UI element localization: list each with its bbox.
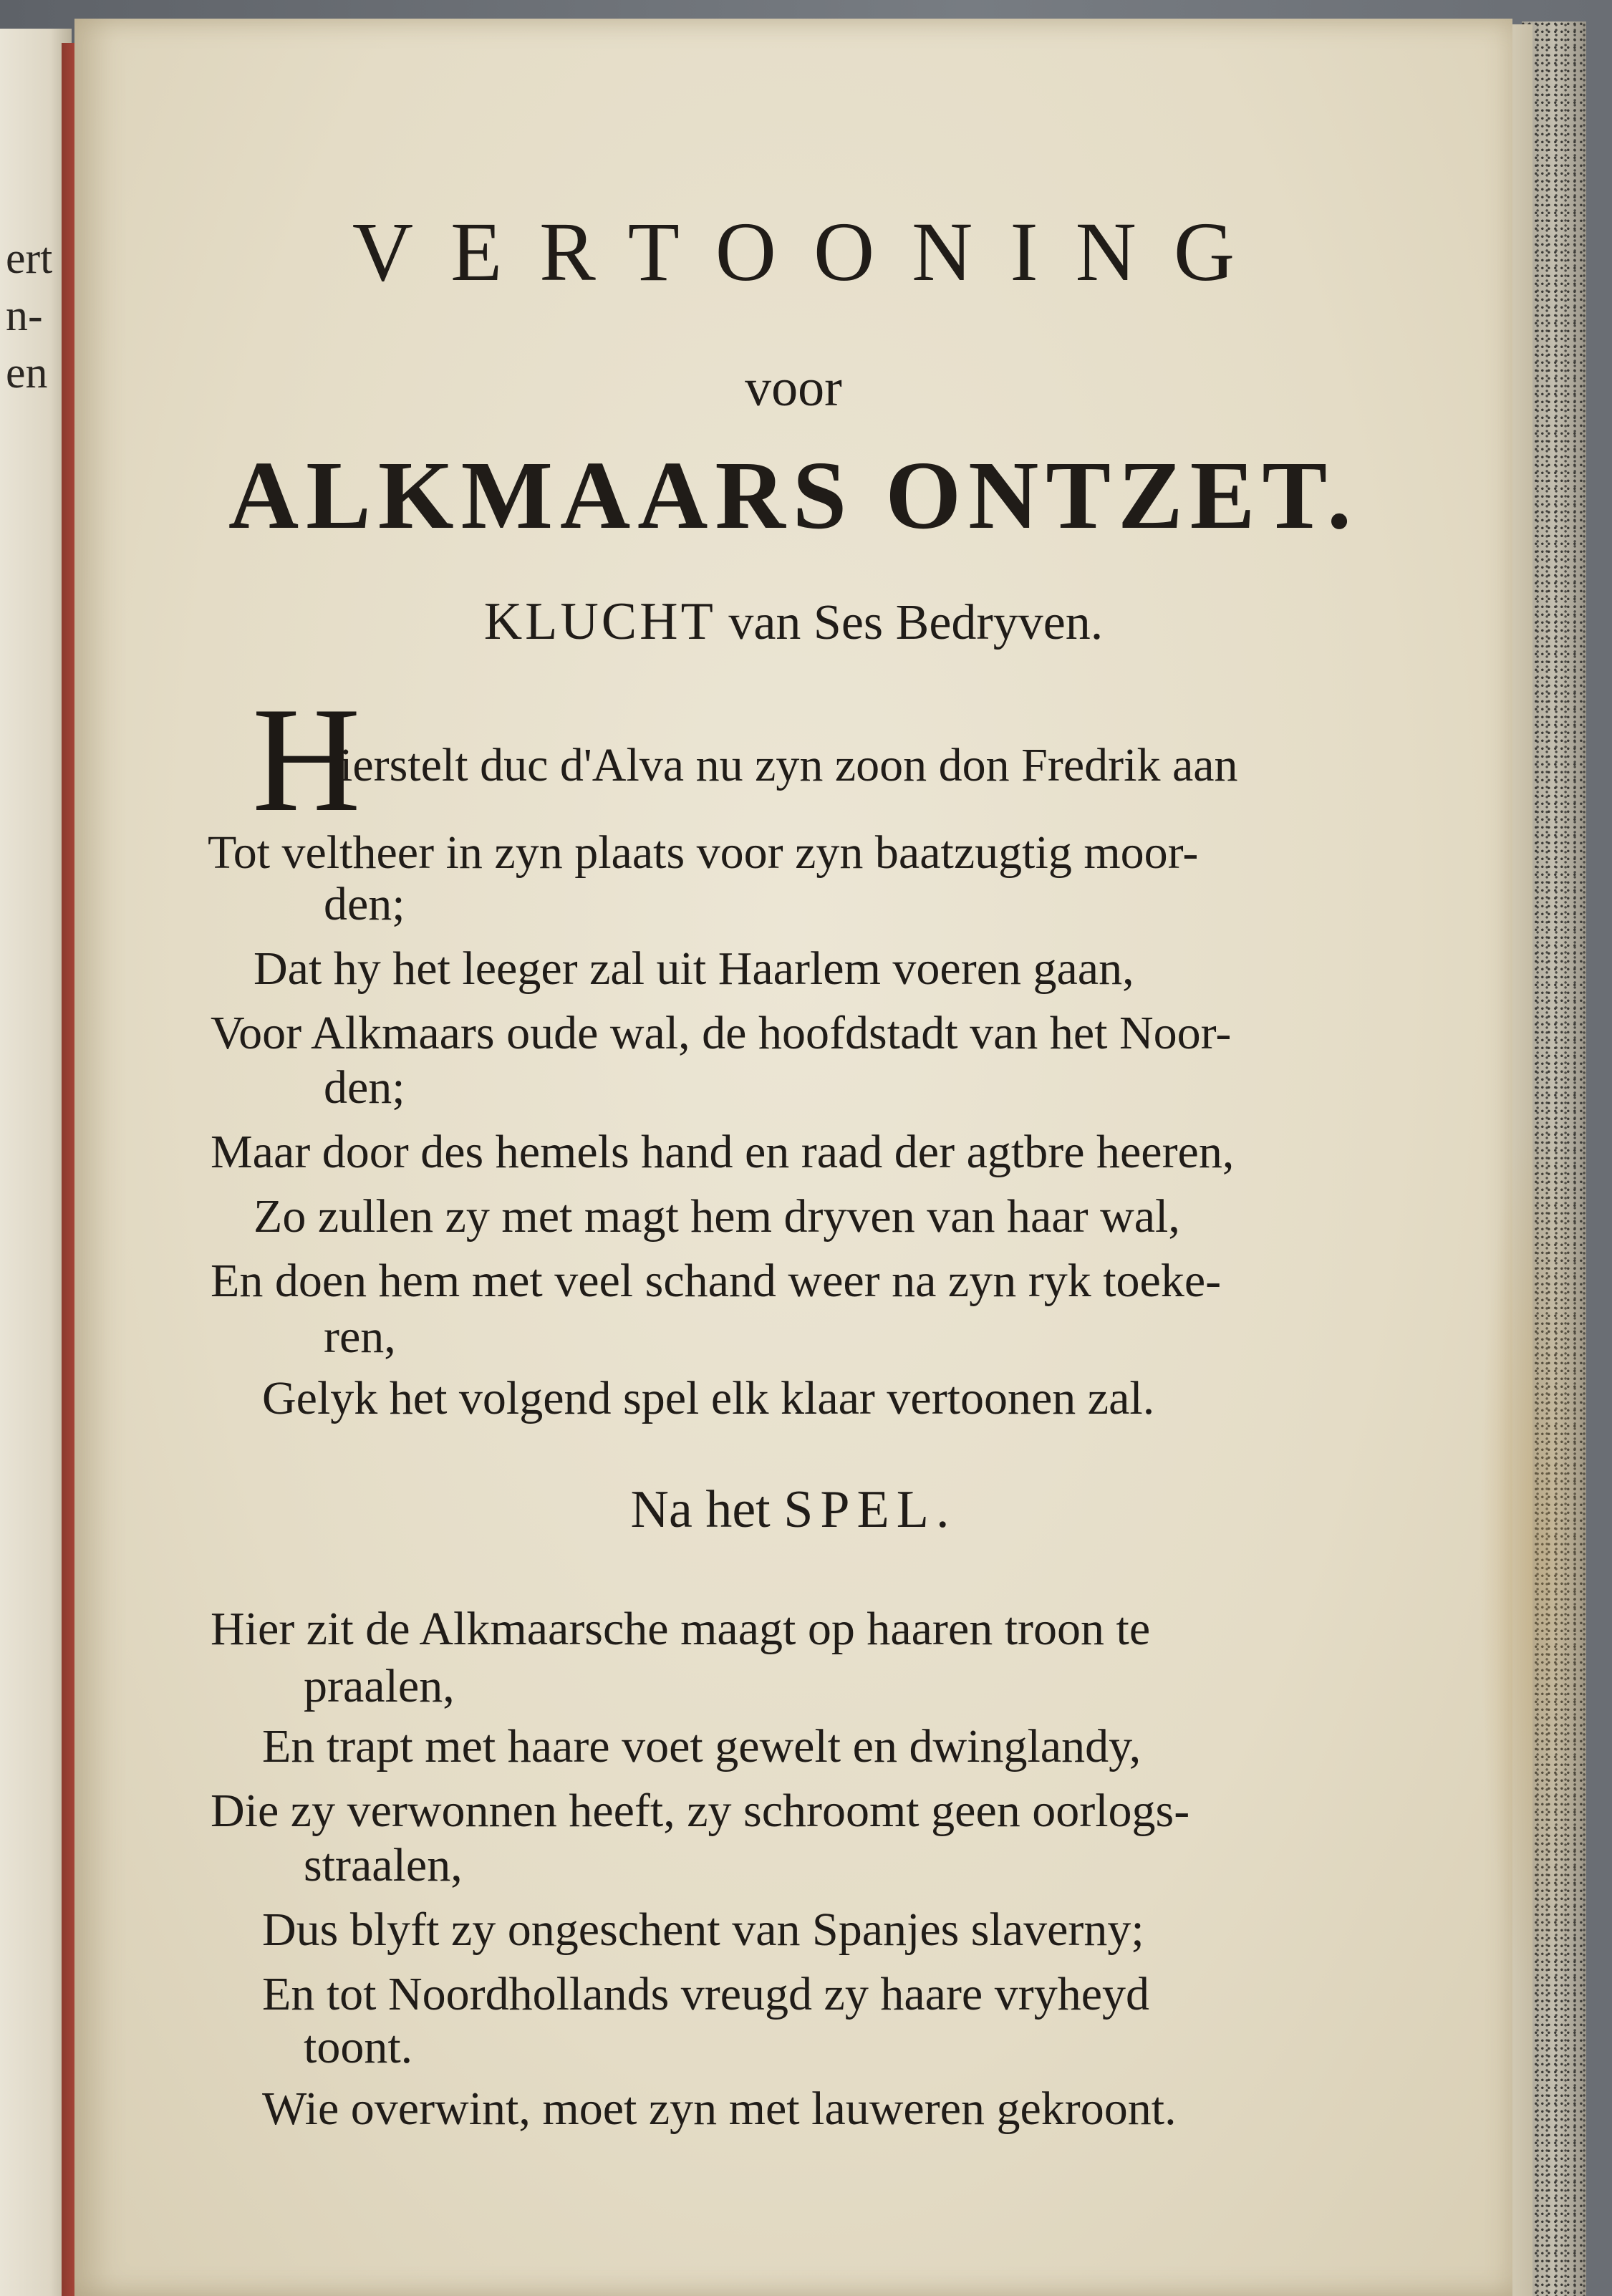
verse-line: Hier zit de Alkmaarsche maagt op haaren troon te (211, 1603, 1151, 1655)
verse-line: Zo zullen zy met magt hem dryven van haar wal, (254, 1190, 1180, 1243)
verse-line: Voor Alkmaars oude wal, de hoofdstadt van het Noor- (211, 1007, 1232, 1059)
verse-line: Dat hy het leeger zal uit Haarlem voeren gaan, (254, 942, 1134, 995)
verse-line: Gelyk het volgend spel elk klaar vertoonen zal. (262, 1372, 1155, 1424)
verse-line: En trapt met haare voet gewelt en dwinglandy, (262, 1720, 1142, 1772)
title-connector: voor (745, 359, 842, 418)
verse-line: straalen, (304, 1839, 463, 1891)
verse-line: Die zy verwonnen heeft, zy schroomt geen oorlogs- (211, 1785, 1190, 1837)
verse-line: praalen, (304, 1660, 455, 1712)
genre-caps: KLUCHT (483, 592, 716, 651)
book-page (74, 19, 1512, 2296)
verse-line: ierstelt duc d'Alva nu zyn zoon don Fredrik aan (339, 739, 1238, 791)
section-heading-caps: SPEL. (783, 1480, 957, 1539)
foxing-stain (1478, 1093, 1586, 2024)
verse-line: En tot Noordhollands vreugd zy haare vryheyd (262, 1968, 1149, 2020)
verse-line: En doen hem met veel schand weer na zyn ryk toeke- (211, 1255, 1222, 1307)
genre-rest: van Ses Bedryven. (728, 595, 1104, 650)
verse-line: Tot veltheer in zyn plaats voor zyn baatzugtig moor- (208, 826, 1199, 879)
verse-line: Maar door des hemels hand en raad der agtbre heeren, (211, 1126, 1235, 1178)
verse-line: Dus blyft zy ongeschent van Spanjes slaverny; (262, 1904, 1144, 1956)
drop-cap: H (252, 677, 361, 843)
facing-page (0, 29, 72, 2296)
section-heading-pre: Na het (630, 1480, 771, 1539)
verse-line: den; (324, 878, 405, 930)
genre-line (74, 592, 1512, 652)
facing-page-fragment: n- (6, 291, 43, 340)
verse-line: Wie overwint, moet zyn met lauweren gekroont. (262, 2083, 1177, 2135)
main-title: ALKMAARS ONTZET. (228, 442, 1359, 549)
verse-line: toont. (304, 2021, 413, 2073)
section-heading (74, 1480, 1512, 1540)
facing-page-fragment: ert (6, 234, 53, 283)
verse-line: den; (324, 1061, 405, 1114)
facing-page-fragment: en (6, 349, 48, 397)
verse-line: ren, (324, 1311, 396, 1363)
page-title: VERTOONING (352, 205, 1273, 299)
